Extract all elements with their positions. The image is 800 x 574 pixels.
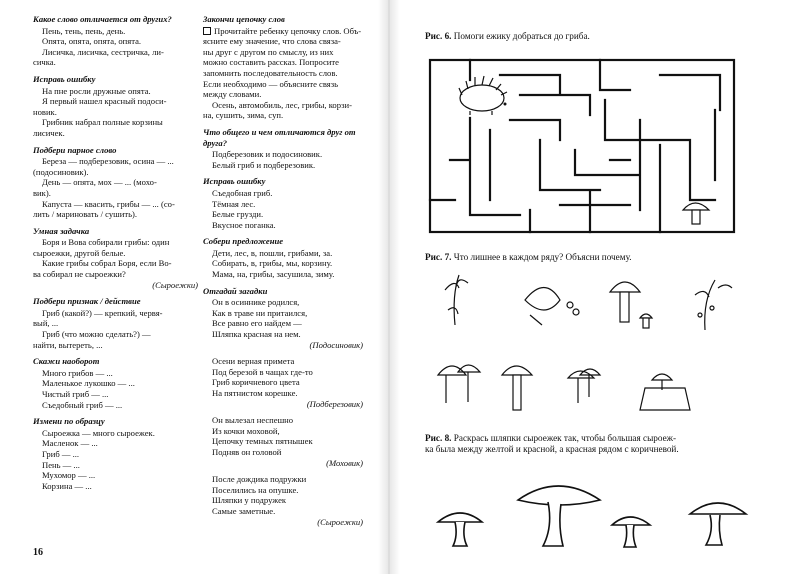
exercise-heading: Умная задачка — [33, 225, 90, 236]
text-line: Сыроежка — много сыроежек. — [42, 427, 155, 438]
exercise-heading: Подбери признак / действие — [33, 296, 141, 307]
text-line: ны друг с другом по смыслу, из них — [203, 46, 334, 57]
exercise-heading: Закончи цепочку слов — [203, 14, 285, 24]
text-line: Дети, лес, в, пошли, грибами, за. — [212, 247, 333, 258]
text-line: Он в осиннике родился, — [212, 297, 300, 308]
text-line: Он вылезал неспешно — [212, 415, 294, 426]
task-text: Прочитайте ребенку цепочку слов. Объ- — [214, 25, 362, 36]
exercise-heading: Собери предложение — [203, 236, 284, 247]
exercise-heading: Измени по образцу — [33, 416, 105, 427]
text-line: Масленок — ... — [42, 438, 98, 449]
text-line: Пень — ... — [42, 459, 80, 470]
fig7-text: Что лишнее в каждом ряду? Объясни почему. — [453, 252, 632, 262]
answer-label: (Моховик) — [326, 457, 363, 468]
text-line: Гриб (что можно сделать?) — — [42, 329, 151, 340]
text-line: На пятнистом корешке. — [212, 388, 298, 398]
mushroom-icon — [518, 486, 600, 546]
exercise-heading: Какое слово отличается от других? — [33, 14, 172, 24]
fig8-line1: Раскрась шляпки сыроежек так, чтобы большая сыроеж- — [453, 433, 677, 443]
text-line: лить / мариновать / сушить). — [33, 209, 138, 220]
mushroom-icon — [612, 517, 650, 547]
text-line: Я первый нашел красный подоси- — [42, 96, 167, 107]
text-line: Тёмная лес. — [212, 198, 256, 209]
answer-label: (Подберезовик) — [306, 398, 363, 409]
text-line: Из кочки моховой, — [212, 425, 280, 436]
text-line: Капуста — квасить, грибы — ... (со- — [42, 198, 175, 209]
exercise-heading: Исправь ошибку — [203, 176, 266, 187]
text-line: Чистый гриб — ... — [42, 389, 109, 399]
text-line: ясните ему значение, что слова связа- — [203, 36, 341, 47]
text-line: Опята, опята, опята, опята. — [42, 36, 142, 47]
text-line: Какие грибы собрал Боря, если Во- — [42, 258, 172, 269]
text-line: На пне росли дружные опята. — [42, 85, 151, 96]
text-line: вый, ... — [33, 318, 59, 329]
fig7-label: Рис. 7. — [425, 252, 452, 262]
text-line: Боря и Вова собирали грибы: один — [42, 237, 170, 248]
text-line: ва собирал не сыроежки? — [33, 269, 126, 280]
text-line: можно составить рассказ. Попросите — [203, 57, 339, 68]
text-line: Гриб (какой?) — крепкий, червя- — [42, 307, 163, 318]
text-line: Осень, автомобиль, лес, грибы, корзи- — [212, 99, 352, 110]
answer-label: (Сыроежки) — [152, 279, 198, 290]
text-line: вик). — [33, 187, 51, 198]
text-line: Шляпка красная на нем. — [212, 329, 301, 340]
exercise-heading: Подбери парное слово — [33, 144, 117, 155]
text-line: новик. — [33, 106, 57, 117]
text-line: Грибник набрал полные корзины — [42, 117, 163, 128]
text-line: Шляпки у подружек — [212, 495, 287, 506]
text-line: Белый гриб и подберезовик. — [212, 159, 316, 170]
text-line: Мухомор — ... — [42, 470, 96, 481]
text-line: Цепочку темных пятнышек — [212, 436, 313, 447]
text-line: Лисичка, лисичка, сестричка, ли- — [42, 46, 164, 57]
text-line: Осени верная примета — [212, 356, 295, 367]
text-line: Если необходимо — объясните связь — [203, 78, 339, 89]
text-line: Съедобная гриб. — [212, 187, 273, 198]
mushroom-icon — [690, 503, 746, 545]
text-line: День — опята, мох — ... (мохо- — [42, 177, 157, 188]
answer-label: (Сыроежки) — [317, 516, 363, 527]
text-line: Как в траве ни притаился, — [212, 307, 308, 318]
text-line: Собирать, в, грибы, мы, корзину. — [212, 258, 333, 269]
exercise-heading: Скажи наоборот — [33, 356, 100, 367]
fig6-label: Рис. 6. — [425, 31, 452, 41]
fig8-label: Рис. 8. — [425, 433, 452, 443]
text-line: (подосиновик). — [33, 166, 89, 177]
text-line: Белые грузди. — [212, 209, 264, 220]
text-line: Гриб коричневого цвета — [212, 377, 300, 388]
text-line: запомнить последовательность слов. — [203, 67, 338, 78]
text-line: Маленькое лукошко — ... — [42, 378, 135, 389]
text-line: Самые заметные. — [212, 505, 276, 516]
text-line: Подберезовик и подосиновик. — [212, 149, 323, 160]
text-line: Мама, на, грибы, засушила, зиму. — [212, 269, 335, 280]
exercise-heading: Отгадай загадки — [203, 285, 268, 296]
text-line: найти, вытереть, ... — [33, 339, 103, 350]
page-number: 16 — [33, 547, 43, 558]
text-line: Береза — подберезовик, осина — ... — [42, 156, 174, 167]
text-line: Все равно его найдем — — [212, 318, 302, 329]
text-line: сыроежки, другой белые. — [33, 247, 126, 258]
text-line: Вкусное поганка. — [212, 219, 276, 230]
fig8-line2: ка была между желтой и красной, а красная рядом с коричневой. — [425, 444, 679, 454]
answer-label: (Подосиновик) — [309, 339, 363, 350]
text-line: между словами. — [203, 89, 262, 100]
text-line: Пень, тень, пень, день. — [42, 25, 126, 36]
text-line: Подняв он головой — [212, 446, 282, 457]
exercise-heading: Исправь ошибку — [33, 73, 96, 84]
text-line: После дождика подружки — [212, 474, 307, 485]
text-line: Гриб — ... — [42, 448, 80, 459]
text-line: Съедобный гриб — ... — [42, 399, 123, 410]
text-line: сичка. — [33, 57, 56, 68]
text-line: Корзина — ... — [42, 480, 92, 491]
text-line: Поселились на опушке. — [212, 484, 299, 495]
fig6-text: Помоги ежику добраться до гриба. — [453, 31, 590, 41]
text-line: Много грибов — ... — [42, 367, 113, 378]
mushroom-icon — [438, 513, 482, 546]
text-line: на, сушить, зима, суп. — [203, 110, 284, 121]
exercise-heading: Что общего и чем отличаются друг от друга? — [203, 126, 356, 148]
text-line: лисичек. — [33, 127, 65, 138]
text-line: Под березой в чащах где-то — [212, 366, 313, 377]
